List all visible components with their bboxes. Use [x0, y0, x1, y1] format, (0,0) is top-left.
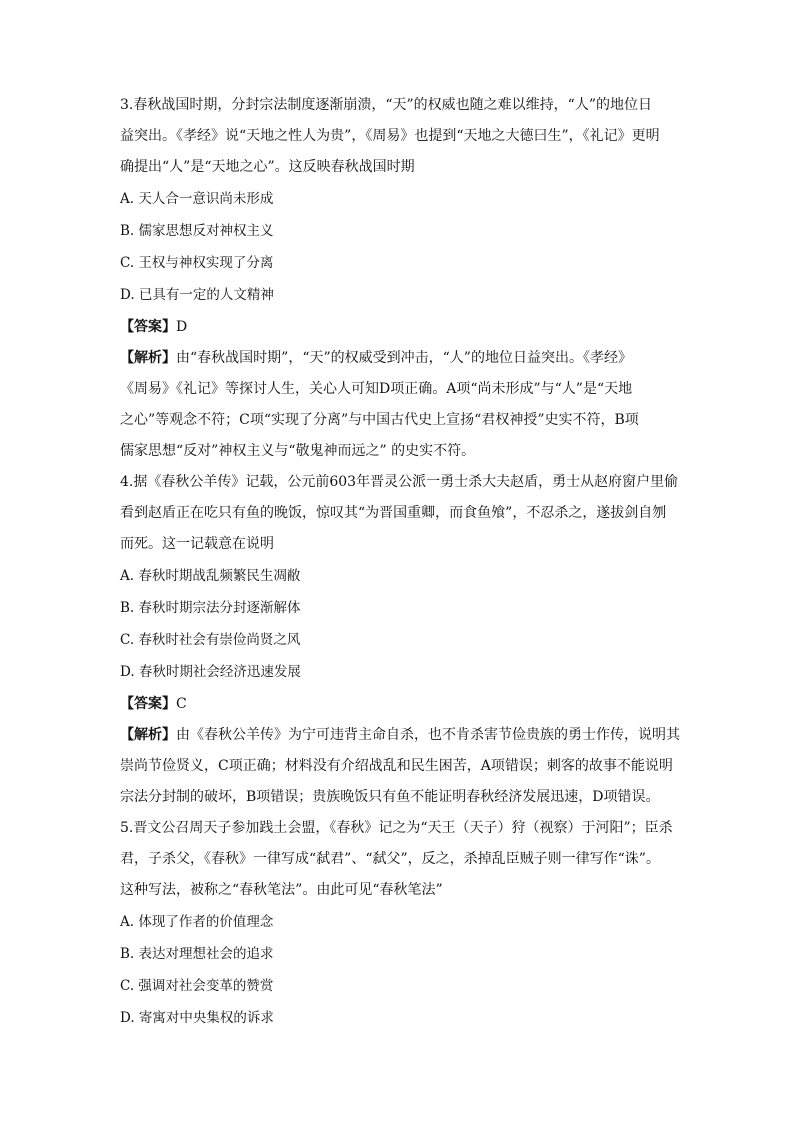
- analysis-label: 【解析】: [120, 350, 176, 366]
- analysis-text-line: 《周易》《礼记》等探讨人生，关心人可知D项正确。A项“尚未形成”与“人”是“天地: [120, 381, 633, 397]
- option-b: B. 春秋时期宗法分封逐渐解体: [120, 600, 301, 616]
- question-text-line: 确提出“人”是“天地之心”。这反映春秋战国时期: [120, 159, 415, 175]
- question-text-line: 这种写法，被称之“春秋笔法”。由此可见“春秋笔法”: [120, 882, 443, 898]
- analysis-line: [120, 346, 680, 370]
- question-text-line: 而死。这一记载意在说明: [120, 536, 274, 552]
- question-4: [120, 470, 680, 809]
- answer-value: D: [176, 319, 188, 335]
- option-a: A. 春秋时期战乱频繁民生凋敝: [120, 568, 301, 584]
- option-c: C. 王权与神权实现了分离: [120, 255, 274, 271]
- answer-value: C: [176, 696, 187, 712]
- answer-label: 【答案】: [120, 696, 176, 712]
- question-text-line: 5.晋文公召周天子参加践土会盟，《春秋》记之为“天王（天子）狩（视察）于河阳”；臣杀: [120, 820, 673, 836]
- option-a: A. 天人合一意识尚未形成: [120, 191, 274, 207]
- analysis-text-line: 崇尚节俭贤义，C项正确；材料没有介绍战乱和民生困苦，A项错误；刺客的故事不能说明: [120, 758, 673, 774]
- option-d: D. 寄寓对中央集权的诉求: [120, 1010, 274, 1026]
- question-text-line: 看到赵盾正在吃只有鱼的晚饭，惊叹其“为晋国重卿，而食鱼飧”，不忍杀之，遂拔剑自刎: [120, 505, 667, 521]
- option-c: C. 强调对社会变革的赞赏: [120, 978, 274, 994]
- option-c: C. 春秋时社会有崇俭尚贤之风: [120, 632, 301, 648]
- option-d: D. 春秋时期社会经济迅速发展: [120, 664, 301, 680]
- answer-line: [120, 315, 680, 339]
- option-d: D. 已具有一定的人文精神: [120, 287, 274, 303]
- analysis-text: 由《春秋公羊传》为宁可违背主命自杀，也不肯杀害节俭贵族的勇士作传，说明其: [176, 727, 680, 743]
- analysis-text-line: 儒家思想“反对”神权主义与“敬鬼神而远之” 的史实不符。: [120, 443, 476, 459]
- document-page: [120, 93, 680, 1030]
- question-text-line: 4.据《春秋公羊传》记载，公元前603年晋灵公派一勇士杀大夫赵盾，勇士从赵府窗户里偷: [120, 474, 679, 490]
- question-3: [120, 93, 680, 463]
- question-text-line: 益突出。《孝经》说“天地之性人为贵”，《周易》也提到“天地之大德曰生”，《礼记》更明: [120, 128, 660, 144]
- analysis-text: 由“春秋战国时期”，“天”的权威受到冲击，“人”的地位日益突出。《孝经》: [176, 350, 632, 366]
- option-b: B. 表达对理想社会的追求: [120, 946, 274, 962]
- analysis-line: [120, 723, 680, 747]
- analysis-text-line: 宗法分封制的破坏，B项错误；贵族晚饭只有鱼不能证明春秋经济发展迅速，D项错误。: [120, 789, 660, 805]
- option-b: B. 儒家思想反对神权主义: [120, 223, 274, 239]
- answer-line: [120, 692, 680, 716]
- question-5: [120, 816, 680, 1030]
- option-a: A. 体现了作者的价值理念: [120, 914, 274, 930]
- question-text-line: 君，子杀父，《春秋》一律写成“弑君”、“弑父”，反之，杀掉乱臣贼子则一律写作“诛”。: [120, 851, 660, 867]
- analysis-text-line: 之心”等观念不符；C项“实现了分离”与中国古代史上宣扬“君权神授”史实不符，B项: [120, 412, 639, 428]
- question-text-line: 3.春秋战国时期，分封宗法制度逐渐崩溃，“天”的权威也随之难以维持，“人”的地位日: [120, 97, 652, 113]
- analysis-label: 【解析】: [120, 727, 176, 743]
- answer-label: 【答案】: [120, 319, 176, 335]
